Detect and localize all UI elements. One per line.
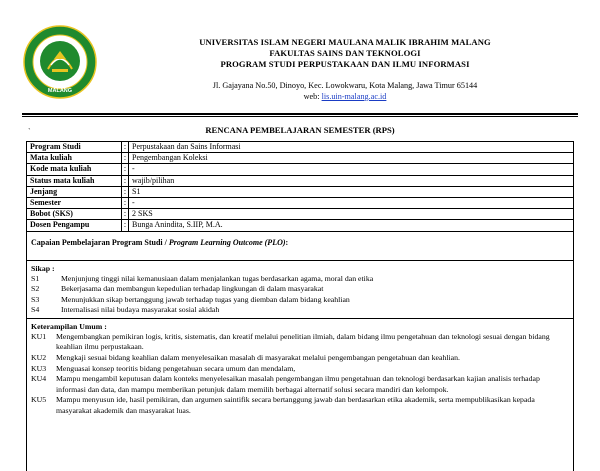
info-separator: : xyxy=(122,186,129,197)
info-value: S1 xyxy=(129,186,574,197)
keterampilan-item-text: Mampu menyusun ide, hasil pemikiran, dan argumen saintifik secara bertanggung jawab dan berdasarkan etika akademik, serta mempublikasikan kepada masyarakat akademik dan masyarakat luas. xyxy=(56,395,535,416)
info-separator: : xyxy=(122,164,129,175)
info-label: Mata kuliah xyxy=(27,153,122,164)
keterampilan-item-text: Mampu mengambil keputusan dalam konteks menyelesaikan masalah pengembangan ilmu pengetahuan dan teknologi berdasarkan kajian analisis terhadap informasi dan data, dan mampu memberikan petunjuk dalam memilih berbagai alternatif solusi secara mandiri dan kelompok. xyxy=(56,374,540,394)
info-separator: : xyxy=(122,142,129,153)
web-label: web: xyxy=(303,92,322,101)
info-label: Semester xyxy=(27,197,122,208)
info-value: Perpustakaan dan Sains Informasi xyxy=(129,142,574,153)
website-link[interactable]: lis.uin-malang.ac.id xyxy=(321,92,387,101)
info-separator: : xyxy=(122,220,129,231)
keterampilan-item-code: KU3 xyxy=(31,363,47,373)
course-info-row xyxy=(27,175,573,186)
address: Jl. Gajayana No.50, Dinoyo, Kec. Lowokwaru, Kota Malang, Jawa Timur 65144 xyxy=(212,81,478,90)
info-value: 2 SKS xyxy=(129,209,574,220)
info-label: Jenjang xyxy=(27,186,122,197)
logo-bottom-text: MALANG xyxy=(47,88,73,94)
keterampilan-item xyxy=(31,332,569,353)
course-info-row xyxy=(27,209,573,220)
info-value: wajib/pilihan xyxy=(129,175,574,186)
info-value: Bunga Anindita, S.IIP, M.A. xyxy=(129,220,574,231)
uin-malang-logo xyxy=(23,25,97,99)
keterampilan-item-code: KU5 xyxy=(31,395,47,405)
keterampilan-item xyxy=(31,374,569,395)
info-separator: : xyxy=(122,153,129,164)
sikap-item-code: S1 xyxy=(31,273,40,283)
cpl-heading xyxy=(27,232,573,261)
keterampilan-list xyxy=(31,332,569,417)
keterampilan-item-text: Menguasai konsep teoritis bidang pengetahuan secara umum dan mendalam, xyxy=(56,363,296,373)
sikap-item xyxy=(31,274,569,285)
course-info-row xyxy=(27,153,573,164)
sikap-section xyxy=(27,261,573,319)
keterampilan-item-text: Mengkaji sesuai bidang keahlian dalam menyelesaikan masalah di masyarakat melalui pengembangan pengetahuan dan keahlian. xyxy=(56,353,460,363)
letterhead xyxy=(110,37,580,102)
university-name: UNIVERSITAS ISLAM NEGERI MAULANA MALIK IBRAHIM MALANG xyxy=(199,37,491,47)
info-label: Bobot (SKS) xyxy=(27,209,122,220)
info-separator: : xyxy=(122,175,129,186)
header-divider-thick xyxy=(22,113,578,115)
course-info-row xyxy=(27,197,573,208)
keterampilan-item xyxy=(31,353,569,364)
course-info-row xyxy=(27,186,573,197)
info-label: Kode mata kuliah xyxy=(27,164,122,175)
info-value: - xyxy=(129,164,574,175)
program-name: PROGRAM STUDI PERPUSTAKAAN DAN ILMU INFORMASI xyxy=(220,59,470,69)
cpl-suffix: : xyxy=(285,237,289,247)
document-title: RENCANA PEMBELAJARAN SEMESTER (RPS) xyxy=(205,125,395,135)
sikap-item-text: Menunjukkan sikap bertanggung jawab terhadap tugas yang diemban dalam bidang keahlian xyxy=(61,294,350,304)
keterampilan-item-text: Mengembangkan pemikiran logis, kritis, sistematis, dan kreatif melalui penelitian ilmiah, dalam bidang ilmu pengetahuan dan teknologi sesuai dengan bidang keahlian ilmu perpustakaan. xyxy=(56,331,550,352)
info-label: Program Studi xyxy=(27,142,122,153)
sikap-item-code: S4 xyxy=(31,305,40,315)
sikap-item-text: Bekerjasama dan membangun kepedulian terhadap lingkungan di dalam masyarakat xyxy=(61,284,324,294)
website-line xyxy=(110,91,580,102)
course-info-row xyxy=(27,142,573,153)
sikap-item xyxy=(31,295,569,306)
sikap-item-text: Menjunjung tinggi nilai kemanusiaan dalam menjalankan tugas berdasarkan agama, moral dan etika xyxy=(61,273,374,283)
keterampilan-heading: Keterampilan Umum : xyxy=(31,321,107,331)
course-info-table xyxy=(27,142,573,232)
info-label: Status mata kuliah xyxy=(27,175,122,186)
sikap-item xyxy=(31,284,569,295)
info-value: - xyxy=(129,197,574,208)
sikap-item-code: S2 xyxy=(31,284,40,294)
course-info-row xyxy=(27,164,573,175)
keterampilan-item-code: KU4 xyxy=(31,374,47,384)
keterampilan-item xyxy=(31,364,569,375)
info-separator: : xyxy=(122,197,129,208)
stray-mark: ` xyxy=(28,127,31,136)
keterampilan-item xyxy=(31,395,569,416)
header-divider-thin xyxy=(22,116,578,117)
info-label: Dosen Pengampu xyxy=(27,220,122,231)
rps-content-box xyxy=(26,141,574,471)
course-info-row xyxy=(27,220,573,231)
cpl-italic: Program Learning Outcome (PLO) xyxy=(168,237,286,247)
info-value: Pengembangan Koleksi xyxy=(129,153,574,164)
cpl-prefix: Capaian Pembelajaran Program Studi / xyxy=(31,237,169,247)
info-separator: : xyxy=(122,209,129,220)
keterampilan-item-code: KU2 xyxy=(31,353,47,363)
faculty-name: FAKULTAS SAINS DAN TEKNOLOGI xyxy=(269,48,421,58)
keterampilan-section xyxy=(27,319,573,419)
keterampilan-item-code: KU1 xyxy=(31,331,47,341)
sikap-heading: Sikap : xyxy=(31,263,55,273)
sikap-item-code: S3 xyxy=(31,294,40,304)
sikap-item-text: Internalisasi nilai budaya masyarakat sosial akidah xyxy=(61,305,220,315)
sikap-list xyxy=(31,274,569,316)
sikap-item xyxy=(31,305,569,316)
